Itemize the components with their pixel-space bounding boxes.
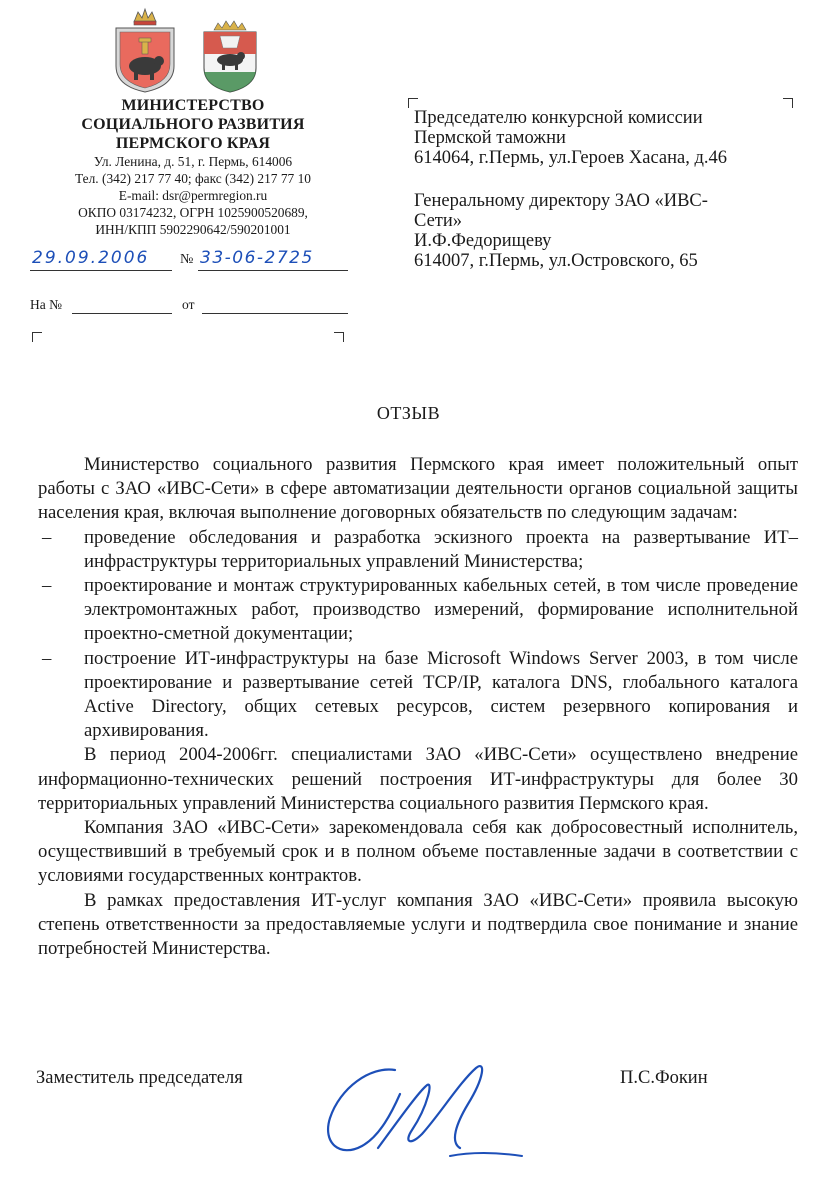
outgoing-number: 33-06-2725 <box>200 248 314 268</box>
list-item <box>38 526 798 574</box>
list-dash: – <box>42 647 52 669</box>
contact-email: E-mail: dsr@permregion.ru <box>118 188 268 203</box>
task-list <box>38 526 798 744</box>
addressee-line: Генеральному директору ЗАО «ИВС- <box>414 191 708 211</box>
outgoing-date: 29.09.2006 <box>32 248 150 268</box>
ministry-line: ПЕРМСКОГО КРАЯ <box>115 135 271 152</box>
list-item <box>38 647 798 744</box>
addressee-block <box>414 108 804 271</box>
letter-body <box>38 453 798 961</box>
addressee-line: 614064, г.Пермь, ул.Героев Хасана, д.46 <box>414 148 728 168</box>
signer-name: П.С.Фокин <box>620 1068 708 1088</box>
body-paragraph: В период 2004-2006гг. специалистами ЗАО «ИВС-Сети» осуществлено внедрение информационно-технических решений построения ИТ-инфраструктуры для более 30 территориальных управлений Министерства социального развития Пермского края. <box>38 744 798 814</box>
reference-date-label: от <box>182 297 195 312</box>
reference-number-label: На № <box>30 297 62 312</box>
addressee-line: И.Ф.Федорищеву <box>414 231 552 251</box>
document-title: ОТЗЫВ <box>376 403 441 423</box>
contact-address: Ул. Ленина, д. 51, г. Пермь, 614006 <box>93 154 293 169</box>
corner-mark <box>334 332 344 342</box>
reference-date-line <box>202 313 348 314</box>
contact-phone: Тел. (342) 217 77 40; факс (342) 217 77 10 <box>75 171 311 186</box>
corner-mark <box>783 98 793 108</box>
ministry-line: МИНИСТЕРСТВО <box>121 97 265 114</box>
ministry-contacts <box>38 153 348 238</box>
list-item <box>38 574 798 647</box>
reference-number-line <box>72 313 172 314</box>
corner-mark <box>32 332 42 342</box>
contact-okpo: ОКПО 03174232, ОГРН 1025900520689, <box>78 205 308 220</box>
crowned-bear-coat-of-arms-icon <box>112 6 178 94</box>
intro-paragraph: Министерство социального развития Пермского края имеет положительный опыт работы с ЗАО «ИВС-Сети» в сфере автоматизации деятельности органов социальной защиты населения края, включая выполнение договорных обязательств по следующим задачам: <box>38 454 798 524</box>
body-paragraph: Компания ЗАО «ИВС-Сети» зарекомендовала себя как добросовестный исполнитель, осуществивший в требуемый срок и в полном объеме поставленные задачи в соответствии с условиями государственных контрактов. <box>38 817 798 887</box>
number-sign: № <box>180 252 194 267</box>
bear-shield-emblem-icon <box>200 20 260 94</box>
body-paragraph: В рамках предоставления ИТ-услуг компания ЗАО «ИВС-Сети» проявила высокую степень ответственности за предоставляемые услуги и подтвердила свое понимание и знание потребностей Министерства. <box>38 889 798 960</box>
list-dash: – <box>42 526 52 548</box>
handwritten-signature-icon <box>300 1048 530 1178</box>
signer-position: Заместитель председателя <box>36 1068 243 1088</box>
ministry-name <box>58 96 328 153</box>
task-text: построение ИТ-инфраструктуры на базе Microsoft Windows Server 2003, в том числе проектирование и развертывание сетей TCP/IP, каталога DNS, глобального каталога Active Directory, общих сетевых ресурсов, систем резервного копирования и архивирования. <box>84 647 798 742</box>
addressee-line: Председателю конкурсной комиссии <box>414 108 703 128</box>
list-dash: – <box>42 575 52 597</box>
addressee-line: Пермской таможни <box>414 128 566 148</box>
corner-mark <box>408 98 418 108</box>
date-underline <box>30 270 172 271</box>
task-text: проведение обследования и разработка эскизного проекта на развертывание ИТ–инфраструктуры территориальных управлений Министерства; <box>84 526 798 572</box>
addressee-line: Сети» <box>414 211 463 231</box>
number-underline <box>198 270 348 271</box>
contact-inn: ИНН/КПП 5902290642/590201001 <box>95 222 291 237</box>
addressee-line: 614007, г.Пермь, ул.Островского, 65 <box>414 251 698 271</box>
task-text: проектирование и монтаж структурированных кабельных сетей, в том числе проведение электромонтажных работ, производство измерений, формирование исполнительной проектно-сметной документации; <box>84 575 798 645</box>
ministry-line: СОЦИАЛЬНОГО РАЗВИТИЯ <box>81 116 305 133</box>
